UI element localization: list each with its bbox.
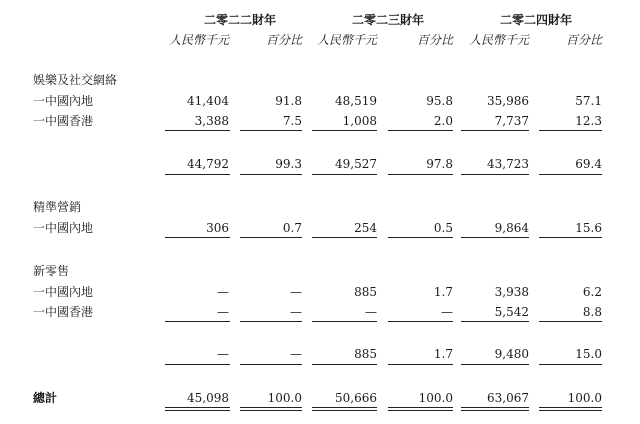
subtotal-rule (240, 174, 302, 175)
total-double-rule (165, 407, 230, 411)
total-cell: 50,666 (335, 391, 377, 405)
subtotal-rule (165, 321, 230, 322)
table-cell: 0.5 (433, 221, 453, 235)
subtotal-rule (388, 321, 453, 322)
subtotal-cell: 99.3 (275, 157, 302, 171)
table-cell: 12.3 (575, 114, 602, 128)
table-cell: 91.8 (275, 94, 302, 108)
row-label: 一中國內地 (33, 285, 94, 299)
subtotal-rule (240, 237, 302, 238)
subtotal-rule (388, 130, 453, 131)
subtotal-cell: 49,527 (335, 157, 377, 171)
section-title: 娛樂及社交網絡 (33, 73, 118, 87)
subtotal-rule (461, 237, 529, 238)
row-label: 一中國香港 (33, 114, 94, 128)
total-double-rule (312, 407, 377, 411)
table-cell: 57.1 (575, 94, 602, 108)
subtotal-rule (165, 237, 230, 238)
subtotal-rule (539, 130, 602, 131)
subtotal-rule (539, 364, 602, 365)
subtotal-cell: 1.7 (433, 347, 453, 361)
total-double-rule (240, 407, 302, 411)
subtotal-rule (461, 174, 529, 175)
subtotal-cell: — (290, 347, 302, 361)
table-cell: 41,404 (187, 94, 229, 108)
total-cell: 100.0 (267, 391, 302, 405)
table-cell: 9,864 (494, 221, 529, 235)
col-header-pct-2024: 百分比 (565, 33, 602, 47)
subtotal-rule (312, 237, 377, 238)
row-label: 一中國內地 (33, 94, 94, 108)
table-cell: 7.5 (282, 114, 302, 128)
col-header-pct-2022: 百分比 (265, 33, 302, 47)
table-cell: 35,986 (487, 94, 529, 108)
table-cell: 6.2 (582, 285, 602, 299)
subtotal-cell: — (217, 347, 229, 361)
section-title: 新零售 (33, 264, 70, 278)
period-header-2022: 二零二二財年 (203, 13, 276, 27)
table-cell: 2.0 (433, 114, 453, 128)
subtotal-rule (539, 174, 602, 175)
col-header-pct-2023: 百分比 (416, 33, 453, 47)
subtotal-cell: 97.8 (426, 157, 453, 171)
total-double-rule (388, 407, 453, 411)
period-header-2024: 二零二四財年 (499, 13, 572, 27)
table-cell: 254 (354, 221, 377, 235)
section-title: 精準營銷 (33, 200, 82, 214)
table-cell: 3,938 (494, 285, 529, 299)
subtotal-rule (240, 364, 302, 365)
subtotal-rule (388, 174, 453, 175)
subtotal-rule (461, 321, 529, 322)
table-cell: 0.7 (282, 221, 302, 235)
subtotal-rule (312, 364, 377, 365)
table-cell: 48,519 (335, 94, 377, 108)
subtotal-rule (312, 174, 377, 175)
table-cell: 306 (206, 221, 229, 235)
total-cell: 100.0 (418, 391, 453, 405)
subtotal-rule (165, 130, 230, 131)
col-header-amount-2022: 人民幣千元 (168, 33, 229, 47)
table-cell: — (441, 305, 453, 319)
total-cell: 63,067 (487, 391, 529, 405)
total-cell: 100.0 (567, 391, 602, 405)
table-cell: 5,542 (494, 305, 529, 319)
total-double-rule (539, 407, 602, 411)
subtotal-rule (539, 237, 602, 238)
subtotal-rule (240, 130, 302, 131)
subtotal-cell: 885 (354, 347, 377, 361)
table-cell: 7,737 (494, 114, 529, 128)
subtotal-rule (312, 321, 377, 322)
total-cell: 45,098 (187, 391, 229, 405)
subtotal-cell: 15.0 (575, 347, 602, 361)
table-cell: 95.8 (426, 94, 453, 108)
subtotal-rule (165, 364, 230, 365)
col-header-amount-2024: 人民幣千元 (468, 33, 529, 47)
subtotal-rule (165, 174, 230, 175)
subtotal-rule (461, 364, 529, 365)
table-cell: — (365, 305, 377, 319)
table-cell: 15.6 (575, 221, 602, 235)
row-label: 一中國香港 (33, 305, 94, 319)
subtotal-cell: 69.4 (575, 157, 602, 171)
row-label: 一中國內地 (33, 221, 94, 235)
table-cell: 1,008 (342, 114, 377, 128)
period-header-2023: 二零二三財年 (351, 13, 424, 27)
subtotal-rule (461, 130, 529, 131)
total-double-rule (461, 407, 529, 411)
table-cell: — (217, 285, 229, 299)
subtotal-rule (388, 364, 453, 365)
subtotal-cell: 44,792 (187, 157, 229, 171)
table-cell: — (290, 285, 302, 299)
subtotal-cell: 9,480 (494, 347, 529, 361)
subtotal-rule (388, 237, 453, 238)
total-label: 總計 (33, 391, 58, 405)
subtotal-rule (240, 321, 302, 322)
table-cell: — (290, 305, 302, 319)
subtotal-rule (539, 321, 602, 322)
table-cell: 3,388 (194, 114, 229, 128)
subtotal-rule (312, 130, 377, 131)
subtotal-cell: 43,723 (487, 157, 529, 171)
col-header-amount-2023: 人民幣千元 (316, 33, 377, 47)
table-cell: 1.7 (433, 285, 453, 299)
table-cell: — (217, 305, 229, 319)
table-cell: 8.8 (582, 305, 602, 319)
table-cell: 885 (354, 285, 377, 299)
